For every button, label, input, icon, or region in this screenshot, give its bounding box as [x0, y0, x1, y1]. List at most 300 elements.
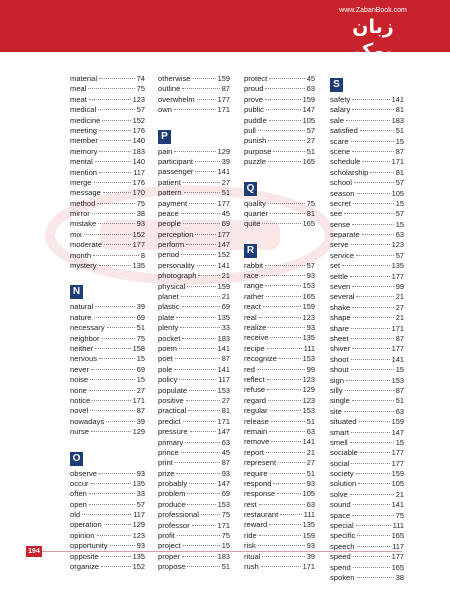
- dot-leader: [356, 473, 390, 474]
- dot-leader: [197, 99, 216, 100]
- dot-leader: [187, 286, 215, 287]
- entry-page-number: 183: [217, 333, 230, 343]
- index-section: [244, 240, 315, 573]
- entry-word: old: [70, 510, 81, 520]
- entry-word: nature: [70, 312, 92, 322]
- dot-leader: [268, 327, 304, 328]
- index-entry: [70, 178, 145, 188]
- index-entry: [330, 95, 404, 105]
- entry-word: risk: [244, 541, 256, 551]
- entry-page-number: 153: [217, 385, 230, 395]
- index-entry: [330, 251, 404, 261]
- entry-page-number: 183: [391, 115, 404, 125]
- entry-word: passenger: [158, 167, 194, 177]
- entry-word: specific: [330, 531, 356, 541]
- dot-leader: [94, 317, 135, 318]
- entry-page-number: 159: [217, 74, 230, 83]
- entry-word: shake: [330, 302, 351, 312]
- entry-word: react: [244, 302, 261, 312]
- dot-leader: [174, 151, 215, 152]
- entry-page-number: 45: [221, 447, 230, 457]
- entry-word: rush: [244, 562, 259, 572]
- entry-page-number: 159: [217, 281, 230, 291]
- dot-leader: [351, 359, 390, 360]
- entry-page-number: 38: [136, 209, 145, 219]
- index-section: [244, 74, 315, 168]
- index-column-4: [330, 74, 404, 593]
- entry-page-number: 38: [395, 572, 404, 582]
- dot-leader: [99, 78, 135, 79]
- dot-leader: [92, 213, 135, 214]
- dot-leader: [353, 203, 394, 204]
- entry-page-number: 81: [395, 167, 404, 177]
- index-entry: [70, 520, 145, 530]
- entry-page-number: 93: [221, 468, 230, 478]
- index-entry: [244, 531, 315, 541]
- entry-word: medical: [70, 105, 97, 115]
- entry-word: receive: [244, 333, 269, 343]
- index-entry: [158, 292, 230, 302]
- index-entry: [330, 137, 404, 147]
- entry-page-number: 39: [221, 156, 230, 166]
- dot-leader: [183, 545, 220, 546]
- index-entry: [158, 313, 230, 323]
- entry-page-number: 15: [395, 198, 404, 208]
- entry-page-number: 93: [136, 541, 145, 551]
- dot-leader: [261, 275, 305, 276]
- dot-leader: [358, 483, 389, 484]
- entry-word: respond: [244, 478, 272, 488]
- entry-word: safety: [330, 95, 351, 104]
- entry-word: noise: [70, 375, 89, 385]
- entry-page-number: 177: [391, 271, 404, 281]
- index-section: [244, 178, 315, 230]
- index-entry: [244, 209, 315, 219]
- index-entry: [330, 126, 404, 136]
- dot-leader: [258, 130, 305, 131]
- entry-page-number: 183: [217, 551, 230, 561]
- dot-leader: [182, 556, 216, 557]
- dot-leader: [193, 78, 216, 79]
- dot-leader: [195, 171, 215, 172]
- entry-page-number: 123: [132, 530, 145, 540]
- dot-leader: [263, 306, 301, 307]
- index-entry: [70, 209, 145, 219]
- dot-leader: [187, 504, 215, 505]
- entry-word: see: [330, 209, 343, 219]
- index-entry: [70, 531, 145, 541]
- entry-word: produce: [158, 499, 186, 509]
- index-entry: [330, 303, 404, 313]
- index-entry: [330, 469, 404, 479]
- entry-page-number: 177: [217, 229, 230, 239]
- entry-word: speech: [330, 541, 355, 551]
- dot-leader: [268, 161, 301, 162]
- dot-leader: [99, 265, 131, 266]
- entry-word: spoken: [330, 572, 355, 582]
- entry-page-number: 177: [132, 240, 145, 250]
- entry-word: salary: [330, 105, 351, 115]
- entry-word: plastic: [158, 302, 180, 312]
- entry-page-number: 171: [391, 157, 404, 167]
- entry-word: race: [244, 271, 259, 281]
- entry-word: photograph: [158, 271, 197, 281]
- index-entry: [244, 323, 315, 333]
- index-entry: [70, 552, 145, 562]
- index-section: [70, 448, 145, 573]
- dot-leader: [91, 483, 131, 484]
- dot-leader: [270, 213, 305, 214]
- dot-leader: [257, 369, 305, 370]
- index-entry: [70, 354, 145, 364]
- site-logo[interactable]: [334, 6, 412, 62]
- dot-leader: [351, 141, 394, 142]
- entry-page-number: 8: [140, 250, 145, 260]
- entry-page-number: 15: [136, 354, 145, 364]
- entry-page-number: 75: [221, 510, 230, 520]
- entry-page-number: 177: [391, 448, 404, 458]
- entry-page-number: 27: [221, 395, 230, 405]
- entry-word: merge: [70, 177, 92, 187]
- entry-page-number: 69: [221, 219, 230, 229]
- dot-leader: [179, 379, 216, 380]
- entry-word: meat: [70, 94, 87, 104]
- entry-word: none: [70, 385, 87, 395]
- entry-page-number: 135: [132, 551, 145, 561]
- index-entry: [158, 365, 230, 375]
- entry-page-number: 45: [221, 208, 230, 218]
- entry-word: sale: [330, 115, 344, 125]
- entry-word: method: [70, 198, 96, 208]
- index-entry: [330, 240, 404, 250]
- index-entry: [244, 344, 315, 354]
- index-entry: [70, 375, 145, 385]
- index-entry: [244, 302, 315, 312]
- dot-leader: [177, 535, 220, 536]
- dot-leader: [198, 275, 219, 276]
- index-entry: [330, 552, 404, 562]
- entry-word: month: [70, 250, 92, 260]
- dot-leader: [350, 442, 394, 443]
- dot-leader: [185, 442, 219, 443]
- index-entry: [330, 105, 404, 115]
- entry-page-number: 15: [395, 437, 404, 447]
- entry-word: quarter: [244, 208, 269, 218]
- entry-word: school: [330, 178, 352, 188]
- entry-word: medicine: [70, 115, 101, 125]
- index-entry: [158, 458, 230, 468]
- dot-leader: [262, 223, 300, 224]
- entry-page-number: 117: [392, 541, 404, 551]
- dot-leader: [350, 276, 390, 277]
- dot-leader: [265, 88, 304, 89]
- entry-word: smart: [330, 427, 349, 437]
- index-entry: [70, 105, 145, 115]
- entry-page-number: 171: [132, 395, 145, 405]
- entry-page-number: 117: [133, 510, 145, 520]
- section-letter-badge: O: [70, 452, 83, 466]
- entry-word: speed: [330, 552, 351, 562]
- entry-word: sheet: [330, 333, 349, 343]
- index-entry: [70, 240, 145, 250]
- entry-word: regular: [244, 406, 268, 416]
- dot-leader: [271, 441, 300, 442]
- dot-leader: [353, 504, 390, 505]
- entry-word: rest: [244, 499, 257, 509]
- index-entry: [244, 562, 315, 572]
- index-entry: [330, 448, 404, 458]
- index-entry: [330, 407, 404, 417]
- entry-word: purpose: [244, 146, 272, 156]
- entry-page-number: 87: [395, 333, 404, 343]
- entry-word: recognize: [244, 354, 277, 364]
- dot-leader: [351, 328, 390, 329]
- index-entry: [330, 479, 404, 489]
- index-entry: [158, 344, 230, 354]
- entry-word: neither: [70, 343, 94, 353]
- dot-leader: [360, 130, 394, 131]
- index-section: [158, 126, 230, 573]
- index-entry: [158, 375, 230, 385]
- dot-leader: [342, 265, 390, 266]
- entry-word: several: [330, 292, 355, 302]
- entry-page-number: 141: [217, 364, 230, 374]
- entry-page-number: 147: [302, 105, 315, 115]
- entry-page-number: 27: [306, 458, 315, 468]
- entry-word: perception: [158, 229, 194, 239]
- index-entry: [70, 344, 145, 354]
- entry-page-number: 75: [306, 198, 315, 208]
- dot-leader: [183, 182, 220, 183]
- index-entry: [70, 251, 145, 261]
- index-entry: [158, 271, 230, 281]
- dot-leader: [99, 130, 131, 131]
- dot-leader: [91, 369, 135, 370]
- entry-page-number: 123: [302, 312, 315, 322]
- site-url: www.ZabanBook.com: [339, 7, 407, 14]
- entry-page-number: 117: [133, 167, 145, 177]
- section-letter-badge: S: [330, 78, 343, 92]
- entry-page-number: 177: [217, 94, 230, 104]
- entry-page-number: 183: [132, 146, 145, 156]
- index-entry: [330, 417, 404, 427]
- entry-word: solution: [330, 479, 357, 489]
- index-entry: [158, 302, 230, 312]
- entry-word: message: [70, 188, 101, 198]
- entry-word: populate: [158, 385, 188, 395]
- dot-leader: [266, 109, 301, 110]
- dot-leader: [195, 234, 215, 235]
- index-entry: [158, 521, 230, 531]
- index-entry: [330, 396, 404, 406]
- entry-page-number: 81: [221, 406, 230, 416]
- entry-page-number: 57: [306, 260, 315, 270]
- entry-page-number: 51: [306, 468, 315, 478]
- entry-page-number: 129: [217, 146, 230, 156]
- entry-word: poem: [158, 343, 177, 353]
- entry-page-number: 105: [391, 479, 404, 489]
- index-entry: [330, 531, 404, 541]
- entry-word: prize: [158, 468, 175, 478]
- entry-page-number: 159: [391, 469, 404, 479]
- dot-leader: [351, 369, 394, 370]
- entry-page-number: 129: [132, 520, 145, 530]
- index-entry: [330, 438, 404, 448]
- index-entry: [244, 417, 315, 427]
- entry-page-number: 111: [303, 343, 315, 353]
- entry-page-number: 141: [217, 167, 230, 177]
- section-letter-badge: P: [158, 130, 171, 144]
- index-entry: [158, 334, 230, 344]
- index-entry: [158, 209, 230, 219]
- dot-leader: [271, 421, 305, 422]
- dot-leader: [269, 120, 301, 121]
- index-entry: [244, 219, 315, 229]
- dot-leader: [97, 535, 131, 536]
- dot-leader: [101, 556, 131, 557]
- dot-leader: [84, 234, 131, 235]
- entry-word: shape: [330, 313, 351, 323]
- entry-page-number: 129: [302, 385, 315, 395]
- dot-leader: [353, 317, 394, 318]
- entry-word: personality: [158, 260, 195, 270]
- dot-leader: [268, 400, 301, 401]
- index-entry: [158, 386, 230, 396]
- entry-page-number: 158: [132, 343, 145, 353]
- dot-leader: [268, 203, 305, 204]
- entry-word: plenty: [158, 323, 179, 333]
- index-entry: [70, 427, 145, 437]
- dot-leader: [258, 545, 305, 546]
- entry-page-number: 87: [221, 354, 230, 364]
- entry-word: protect: [244, 74, 268, 83]
- entry-page-number: 15: [136, 375, 145, 385]
- dot-leader: [175, 462, 220, 463]
- entry-page-number: 111: [392, 521, 404, 531]
- entry-page-number: 165: [391, 562, 404, 572]
- index-section: [70, 74, 145, 271]
- entry-word: payment: [158, 198, 188, 208]
- entry-page-number: 165: [302, 219, 315, 229]
- index-entry: [330, 459, 404, 469]
- entry-word: sign: [330, 375, 344, 385]
- entry-word: shout: [330, 365, 349, 375]
- page-number: 194: [26, 546, 42, 557]
- dot-leader: [89, 390, 135, 391]
- dot-leader: [351, 432, 390, 433]
- entry-page-number: 74: [136, 74, 145, 83]
- entry-page-number: 69: [221, 489, 230, 499]
- entry-word: report: [244, 447, 264, 457]
- entry-word: service: [330, 250, 355, 260]
- dot-leader: [181, 254, 216, 255]
- dot-leader: [175, 358, 220, 359]
- dot-leader: [268, 140, 304, 141]
- entry-word: professor: [158, 520, 190, 530]
- entry-page-number: 171: [217, 416, 230, 426]
- entry-word: reflect: [244, 374, 265, 384]
- dot-leader: [344, 411, 394, 412]
- dot-leader: [352, 151, 394, 152]
- section-letter-badge: R: [244, 244, 257, 258]
- entry-word: spend: [330, 562, 351, 572]
- entry-word: often: [70, 489, 87, 499]
- entry-page-number: 159: [391, 417, 404, 427]
- entry-word: primary: [158, 437, 184, 447]
- entry-word: shoot: [330, 354, 349, 364]
- dot-leader: [267, 379, 301, 380]
- index-entry: [330, 344, 404, 354]
- entry-word: quite: [244, 219, 261, 229]
- entry-page-number: 63: [395, 406, 404, 416]
- entry-word: sociable: [330, 448, 358, 458]
- entry-word: regard: [244, 395, 266, 405]
- entry-page-number: 21: [395, 313, 404, 323]
- index-entry: [330, 563, 404, 573]
- entry-page-number: 135: [217, 312, 230, 322]
- entry-page-number: 159: [302, 530, 315, 540]
- dot-leader: [91, 431, 131, 432]
- entry-word: recipe: [244, 343, 265, 353]
- entry-word: restaurant: [244, 510, 279, 520]
- entry-page-number: 39: [136, 302, 145, 312]
- entry-page-number: 15: [395, 219, 404, 229]
- entry-word: peace: [158, 208, 179, 218]
- entry-word: red: [244, 364, 255, 374]
- index-section: [158, 74, 230, 116]
- entry-word: ritual: [244, 551, 261, 561]
- dot-leader: [183, 421, 216, 422]
- index-entry: [330, 189, 404, 199]
- index-entry: [244, 500, 315, 510]
- index-column-1: [70, 74, 145, 582]
- index-entry: [158, 147, 230, 157]
- dot-leader: [197, 265, 216, 266]
- index-entry: [244, 261, 315, 271]
- entry-word: ride: [244, 530, 257, 540]
- entry-page-number: 176: [132, 177, 145, 187]
- dot-leader: [259, 504, 305, 505]
- section-letter-badge: Q: [244, 182, 257, 196]
- dot-leader: [261, 566, 301, 567]
- dot-leader: [187, 493, 219, 494]
- dot-leader: [265, 99, 301, 100]
- entry-page-number: 51: [306, 416, 315, 426]
- dot-leader: [174, 109, 216, 110]
- dot-leader: [95, 306, 135, 307]
- index-entry: [330, 355, 404, 365]
- entry-page-number: 75: [136, 84, 145, 94]
- entry-word: rather: [244, 291, 264, 301]
- index-entry: [70, 302, 145, 312]
- entry-page-number: 51: [306, 146, 315, 156]
- entry-word: open: [70, 499, 87, 509]
- entry-word: plate: [158, 312, 175, 322]
- entry-page-number: 171: [302, 562, 315, 572]
- entry-page-number: 63: [306, 499, 315, 509]
- index-entry: [330, 261, 404, 271]
- dot-leader: [356, 296, 393, 297]
- entry-word: overwhelm: [158, 94, 195, 104]
- index-entry: [330, 573, 404, 583]
- entry-word: moderate: [70, 240, 103, 250]
- entry-page-number: 105: [302, 115, 315, 125]
- entry-word: never: [70, 364, 89, 374]
- index-entry: [244, 458, 315, 468]
- dot-leader: [269, 431, 305, 432]
- dot-leader: [356, 525, 391, 526]
- entry-page-number: 129: [132, 427, 145, 437]
